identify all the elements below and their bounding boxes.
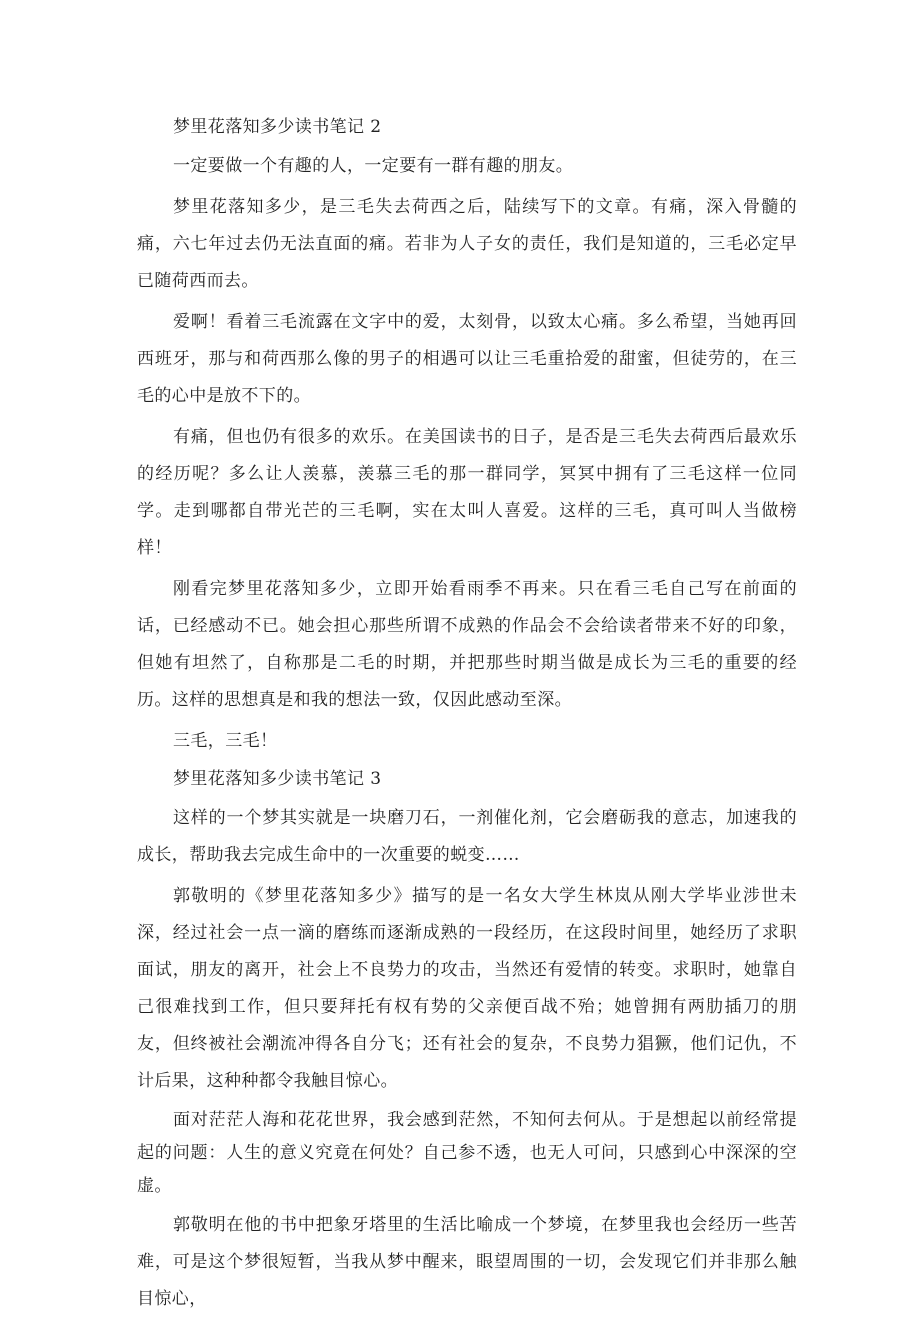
paragraph: 爱啊！看着三毛流露在文字中的爱，太刻骨，以致太心痛。多么希望，当她再回西班牙，那与和荷西那么像的男子的相遇可以让三毛重拾爱的甜蜜，但徒劳的，在三毛的心中是放不下的。 — [137, 312, 797, 406]
paragraph: 郭敬明在他的书中把象牙塔里的生活比喻成一个梦境，在梦里我也会经历一些苦难，可是这个梦很短暂，当我从梦中醒来，眼望周围的一切，会发现它们并非那么触目惊心， — [137, 1215, 797, 1309]
paragraph: 郭敬明的《梦里花落知多少》描写的是一名女大学生林岚从刚大学毕业涉世未深，经过社会一点一滴的磨练而逐渐成熟的一段经历，在这段时间里，她经历了求职面试，朋友的离开，社会上不良势力的攻击，当然还有爱情的转变。求职时，她靠自己很难找到工作，但只要拜托有权有势的父亲便百战不殆；她曾拥有两肋插刀的朋友，但终被社会潮流冲得各自分飞；还有社会的复杂，不良势力猖獗，他们记仇，不计后果，这种种都令我触目惊心。 — [137, 886, 797, 1091]
section-heading: 梦里花落知多少读书笔记 2 — [173, 117, 382, 137]
paragraph: 一定要做一个有趣的人，一定要有一群有趣的朋友。 — [173, 156, 574, 176]
paragraph: 这样的一个梦其实就是一块磨刀石，一剂催化剂，它会磨砺我的意志，加速我的成长，帮助我去完成生命中的一次重要的蜕变…… — [137, 808, 797, 865]
paragraph: 有痛，但也仍有很多的欢乐。在美国读书的日子，是否是三毛失去荷西后最欢乐的经历呢？多么让人羡慕，羡慕三毛的那一群同学，冥冥中拥有了三毛这样一位同学。走到哪都自带光芒的三毛啊，实在太叫人喜爱。这样的三毛，真可叫人当做榜样！ — [137, 427, 797, 558]
section-heading: 梦里花落知多少读书笔记 3 — [173, 769, 382, 789]
paragraph: 梦里花落知多少，是三毛失去荷西之后，陆续写下的文章。有痛，深入骨髓的痛，六七年过去仍无法直面的痛。若非为人子女的责任，我们是知道的，三毛必定早已随荷西而去。 — [137, 197, 797, 291]
paragraph: 三毛，三毛！ — [173, 731, 278, 751]
paragraph: 面对茫茫人海和花花世界，我会感到茫然，不知何去何从。于是想起以前经常提起的问题：人生的意义究竟在何处？自己参不透，也无人可问，只感到心中深深的空虚。 — [137, 1110, 797, 1196]
paragraph: 刚看完梦里花落知多少，立即开始看雨季不再来。只在看三毛自己写在前面的话，已经感动不已。她会担心那些所谓不成熟的作品会不会给读者带来不好的印象，但她有坦然了，自称那是二毛的时期，并把那些时期当做是成长为三毛的重要的经历。这样的思想真是和我的想法一致，仅因此感动至深。 — [137, 579, 797, 710]
document-body — [137, 112, 797, 1318]
